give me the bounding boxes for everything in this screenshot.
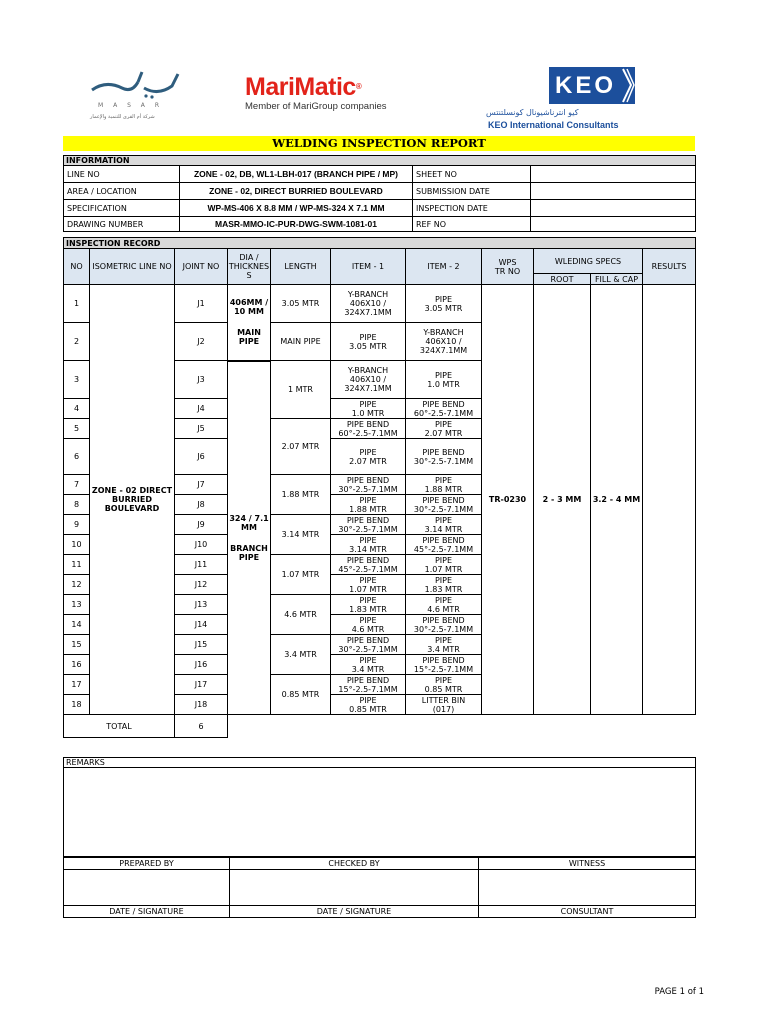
item1-value: PIPE 1.83 MTR xyxy=(331,595,406,615)
joint-no: J4 xyxy=(175,399,228,419)
ref-no-label: REF NO xyxy=(413,217,531,232)
witness-signature[interactable] xyxy=(479,870,696,906)
joint-no: J7 xyxy=(175,475,228,495)
keo-english-name: KEO International Consultants xyxy=(488,120,619,130)
sheet-no-value xyxy=(531,166,696,183)
submission-date-label: SUBMISSION DATE xyxy=(413,183,531,200)
row-no: 10 xyxy=(64,535,90,555)
row-no: 1 xyxy=(64,285,90,323)
col-isometric-header: ISOMETRIC LINE NO xyxy=(90,249,175,285)
item1-value: PIPE 1.88 MTR xyxy=(331,495,406,515)
item2-value: PIPE BEND 30°-2.5-7.1MM xyxy=(406,495,482,515)
length-value: 3.14 MTR xyxy=(271,515,331,555)
item2-value: PIPE BEND 30°-2.5-7.1MM xyxy=(406,439,482,475)
item1-value: PIPE 4.6 MTR xyxy=(331,615,406,635)
joint-no: J18 xyxy=(175,695,228,715)
col-welding-specs-header: WLEDING SPECS xyxy=(534,249,643,274)
item1-value: PIPE BEND 30°-2.5-7.1MM xyxy=(331,515,406,535)
item1-value: PIPE 1.07 MTR xyxy=(331,575,406,595)
length-value: MAIN PIPE xyxy=(271,323,331,361)
line-no-label: LINE NO xyxy=(64,166,180,183)
marimatic-logo xyxy=(245,73,385,117)
information-table xyxy=(63,155,696,232)
checked-by-signature[interactable] xyxy=(230,870,479,906)
item2-value: PIPE 3.05 MTR xyxy=(406,285,482,323)
specification-value: WP-MS-406 X 8.8 MM / WP-MS-324 X 7.1 MM xyxy=(180,200,413,217)
masar-arabic-tagline: شركة أم القرى للتنمية والإعمار xyxy=(90,114,155,120)
row-no: 4 xyxy=(64,399,90,419)
col-item2-header: ITEM - 2 xyxy=(406,249,482,285)
length-value: 1 MTR xyxy=(271,361,331,419)
drawing-number-value: MASR-MMO-IC-PUR-DWG-SWM-1081-01 xyxy=(180,217,413,232)
checked-by-label: CHECKED BY xyxy=(230,858,479,870)
item1-value: Y-BRANCH 406X10 / 324X7.1MM xyxy=(331,285,406,323)
area-value: ZONE - 02, DIRECT BURRIED BOULEVARD xyxy=(180,183,413,200)
row-no: 17 xyxy=(64,675,90,695)
witness-label: WITNESS xyxy=(479,858,696,870)
branch-pipe-dia: 324 / 7.1 MM BRANCH PIPE xyxy=(228,361,271,715)
submission-date-value xyxy=(531,183,696,200)
row-no: 2 xyxy=(64,323,90,361)
joint-no: J15 xyxy=(175,635,228,655)
registered-mark: ® xyxy=(355,82,362,91)
joint-no: J11 xyxy=(175,555,228,575)
inspection-date-value xyxy=(531,200,696,217)
item1-value: PIPE 2.07 MTR xyxy=(331,439,406,475)
row-no: 7 xyxy=(64,475,90,495)
joint-no: J13 xyxy=(175,595,228,615)
keo-arabic-name: كيو انترناشيونال كونسلتنتس xyxy=(486,108,579,117)
col-length-header: LENGTH xyxy=(271,249,331,285)
joint-no: J14 xyxy=(175,615,228,635)
total-label: TOTAL xyxy=(64,715,175,738)
item2-value: PIPE 1.07 MTR xyxy=(406,555,482,575)
item2-value: LITTER BIN (017) xyxy=(406,695,482,715)
item2-value: PIPE BEND 30°-2.5-7.1MM xyxy=(406,615,482,635)
keo-logo xyxy=(486,67,646,131)
item1-value: PIPE BEND 15°-2.5-7.1MM xyxy=(331,675,406,695)
inspection-record-table xyxy=(63,237,696,738)
keo-logo-box: KEO xyxy=(549,67,620,104)
area-label: AREA / LOCATION xyxy=(64,183,180,200)
wps-tr-no: TR-0230 xyxy=(482,285,534,715)
date-signature-label: DATE / SIGNATURE xyxy=(230,906,479,918)
joint-no: J2 xyxy=(175,323,228,361)
item2-value: Y-BRANCH 406X10 / 324X7.1MM xyxy=(406,323,482,361)
prepared-by-signature[interactable] xyxy=(64,870,230,906)
row-no: 5 xyxy=(64,419,90,439)
remarks-area[interactable] xyxy=(64,768,696,857)
length-value: 3.4 MTR xyxy=(271,635,331,675)
joint-no: J6 xyxy=(175,439,228,475)
masar-wordmark: M A S A R xyxy=(98,102,163,109)
col-item1-header: ITEM - 1 xyxy=(331,249,406,285)
fill-cap-spec: 3.2 - 4 MM xyxy=(591,285,643,715)
remarks-table xyxy=(63,757,696,857)
inspection-date-label: INSPECTION DATE xyxy=(413,200,531,217)
masar-logo xyxy=(86,66,206,126)
isometric-line-no: ZONE - 02 DIRECT BURRIED BOULEVARD xyxy=(90,285,175,715)
col-wps-header: WPS TR NO xyxy=(482,249,534,285)
col-dia-header: DIA / THICKNES S xyxy=(228,249,271,285)
item2-value: PIPE 3.4 MTR xyxy=(406,635,482,655)
consultant-label: CONSULTANT xyxy=(479,906,696,918)
remarks-label: REMARKS xyxy=(64,758,696,768)
item1-value: Y-BRANCH 406X10 / 324X7.1MM xyxy=(331,361,406,399)
specification-label: SPECIFICATION xyxy=(64,200,180,217)
item1-value: PIPE 3.4 MTR xyxy=(331,655,406,675)
information-section-label: INFORMATION xyxy=(64,156,696,166)
item1-value: PIPE 3.14 MTR xyxy=(331,535,406,555)
col-no-header: NO xyxy=(64,249,90,285)
joint-no: J8 xyxy=(175,495,228,515)
masar-logo-mark xyxy=(86,66,206,100)
report-title: WELDING INSPECTION REPORT xyxy=(63,136,695,151)
sheet-no-label: SHEET NO xyxy=(413,166,531,183)
col-root-header: ROOT xyxy=(534,274,591,285)
line-no-value: ZONE - 02, DB, WL1-LBH-017 (BRANCH PIPE / MP) xyxy=(180,166,413,183)
length-value: 1.88 MTR xyxy=(271,475,331,515)
item2-value: PIPE 0.85 MTR xyxy=(406,675,482,695)
item1-value: PIPE BEND 30°-2.5-7.1MM xyxy=(331,475,406,495)
total-value: 6 xyxy=(175,715,228,738)
col-fill-cap-header: FILL & CAP xyxy=(591,274,643,285)
length-value: 4.6 MTR xyxy=(271,595,331,635)
row-no: 14 xyxy=(64,615,90,635)
item2-value: PIPE 4.6 MTR xyxy=(406,595,482,615)
item2-value: PIPE 1.83 MTR xyxy=(406,575,482,595)
date-signature-label: DATE / SIGNATURE xyxy=(64,906,230,918)
inspection-record-label: INSPECTION RECORD xyxy=(64,238,696,249)
page-number: PAGE 1 of 1 xyxy=(654,987,704,997)
row-no: 16 xyxy=(64,655,90,675)
prepared-by-label: PREPARED BY xyxy=(64,858,230,870)
signature-table xyxy=(63,857,696,918)
item2-value: PIPE BEND 15°-2.5-7.1MM xyxy=(406,655,482,675)
item1-value: PIPE 1.0 MTR xyxy=(331,399,406,419)
joint-no: J1 xyxy=(175,285,228,323)
joint-no: J10 xyxy=(175,535,228,555)
item1-value: PIPE 3.05 MTR xyxy=(331,323,406,361)
row-no: 9 xyxy=(64,515,90,535)
col-results-header: RESULTS xyxy=(643,249,696,285)
root-spec: 2 - 3 MM xyxy=(534,285,591,715)
item1-value: PIPE BEND 45°-2.5-7.1MM xyxy=(331,555,406,575)
length-value: 0.85 MTR xyxy=(271,675,331,715)
joint-no: J3 xyxy=(175,361,228,399)
row-no: 13 xyxy=(64,595,90,615)
marimatic-name: MariMatic xyxy=(245,73,356,101)
length-value: 2.07 MTR xyxy=(271,419,331,475)
row-no: 11 xyxy=(64,555,90,575)
row-no: 6 xyxy=(64,439,90,475)
joint-no: J16 xyxy=(175,655,228,675)
item1-value: PIPE BEND 30°-2.5-7.1MM xyxy=(331,635,406,655)
row-no: 8 xyxy=(64,495,90,515)
row-no: 3 xyxy=(64,361,90,399)
item2-value: PIPE BEND 60°-2.5-7.1MM xyxy=(406,399,482,419)
joint-no: J5 xyxy=(175,419,228,439)
joint-no: J9 xyxy=(175,515,228,535)
item1-value: PIPE BEND 60°-2.5-7.1MM xyxy=(331,419,406,439)
main-pipe-dia: 406MM / 10 MM MAIN PIPE xyxy=(228,285,271,361)
item2-value: PIPE 2.07 MTR xyxy=(406,419,482,439)
col-joint-header: JOINT NO xyxy=(175,249,228,285)
item2-value: PIPE BEND 45°-2.5-7.1MM xyxy=(406,535,482,555)
item2-value: PIPE 1.88 MTR xyxy=(406,475,482,495)
item2-value: PIPE 1.0 MTR xyxy=(406,361,482,399)
row-no: 15 xyxy=(64,635,90,655)
table-row xyxy=(64,285,696,323)
keo-stripes-icon xyxy=(620,67,635,104)
ref-no-value xyxy=(531,217,696,232)
row-no: 12 xyxy=(64,575,90,595)
drawing-number-label: DRAWING NUMBER xyxy=(64,217,180,232)
item1-value: PIPE 0.85 MTR xyxy=(331,695,406,715)
item2-value: PIPE 3.14 MTR xyxy=(406,515,482,535)
joint-no: J12 xyxy=(175,575,228,595)
results-value xyxy=(643,285,696,715)
joint-no: J17 xyxy=(175,675,228,695)
length-value: 3.05 MTR xyxy=(271,285,331,323)
length-value: 1.07 MTR xyxy=(271,555,331,595)
row-no: 18 xyxy=(64,695,90,715)
marimatic-subtitle: Member of MariGroup companies xyxy=(245,101,387,112)
